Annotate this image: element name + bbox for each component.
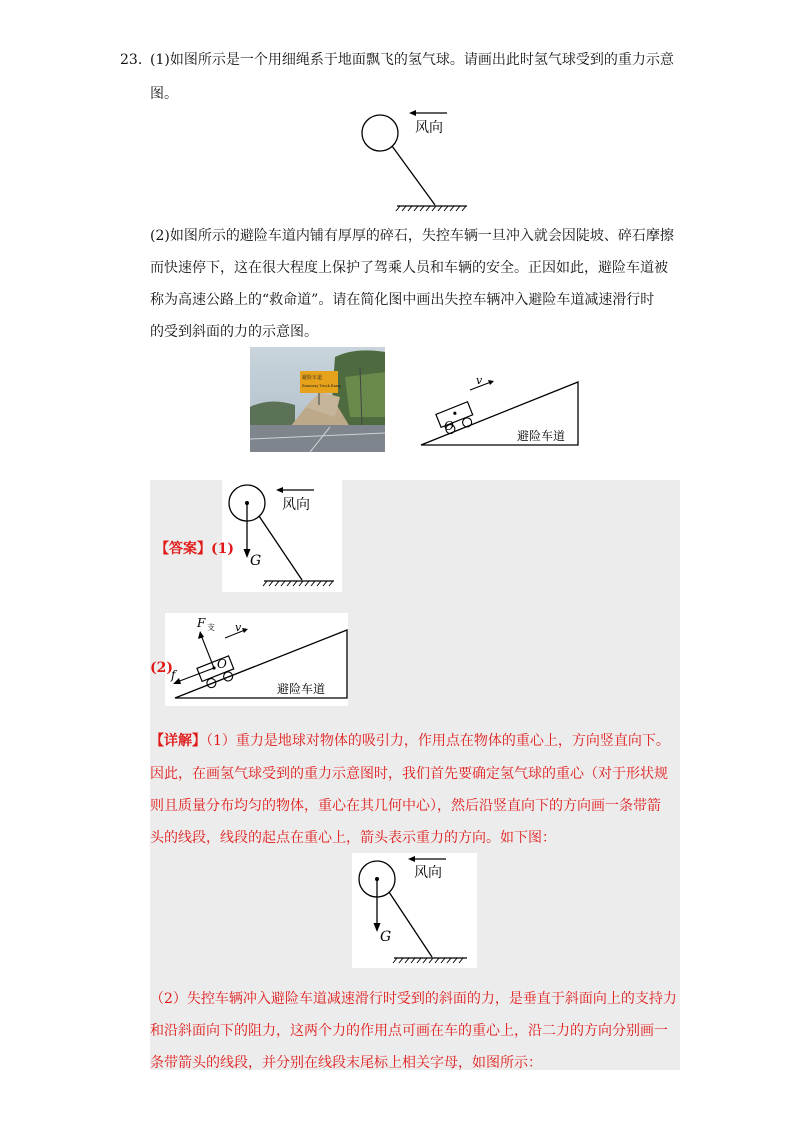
balloon-figure (355, 105, 475, 215)
detail-p2-line2: 和沿斜面向下的阻力，这两个力的作用点可画在车的重心上，沿二力的方向分别画一 (150, 1023, 668, 1039)
gravity-label: G (250, 553, 262, 569)
ramp-sign-text: 避险车道 (302, 375, 323, 381)
detail-p1-line3: 则且质量分布均匀的物体，重心在其几何中心），然后沿竖直向下的方向画一条带箭 (150, 798, 661, 814)
question-part1-line2: 图。 (150, 86, 178, 102)
question-part2-line1: (2)如图所示的避险车道内铺有厚厚的碎石，失控车辆一旦冲入就会因陡坡、碎石摩擦 (150, 228, 674, 244)
ramp-label: 避险车道 (517, 429, 566, 443)
detail-p1-line4: 头的线段，线段的起点在重心上，箭头表示重力的方向。如下图： (150, 830, 556, 846)
detail-p2-line3: 条带箭头的线段，并分别在线段末尾标上相关字母，如图所示： (150, 1055, 542, 1071)
answer-wind-label: 风向 (282, 497, 310, 513)
answer-velocity-label: v (235, 621, 242, 634)
detail-p2-line1: （2）失控车辆冲入避险车道减速滑行时受到的斜面的力，是垂直于斜面向上的支持力 (150, 991, 677, 1007)
answer-part2-label: (2) (150, 660, 173, 676)
balloon-string (392, 146, 435, 205)
ramp-photo (250, 347, 385, 452)
support-force-label: F (197, 616, 206, 630)
friction-label: f (171, 668, 176, 682)
wind-label: 风向 (415, 120, 443, 136)
question-part1-line1: (1)如图所示是一个用细绳系于地面飘飞的氢气球。请画出此时氢气球受到的重力示意 (150, 52, 674, 68)
ramp-sign-text-en: Runaway Truck Ramp (302, 384, 342, 388)
velocity-label: v (476, 374, 483, 387)
answer-label: 【答案】(1) (155, 541, 234, 557)
answer-center-label: O (217, 657, 227, 671)
detail-p1-line2: 因此，在画氢气球受到的重力示意图时，我们首先要确定氢气球的重心（对于形状规 (150, 766, 668, 782)
answer-ramp-label: 避险车道 (277, 682, 326, 696)
detail-wind-label: 风向 (414, 865, 442, 881)
detail-gravity-label: G (380, 929, 392, 945)
question-number: 23． (120, 52, 152, 68)
question-part2-line3: 称为高速公路上的“救命道”。请在简化图中画出失控车辆冲入避险车道减速滑行时 (150, 292, 655, 308)
question-part2-line2: 而快速停下，这在很大程度上保护了驾乘人员和车辆的安全。正因如此，避险车道被 (150, 260, 668, 276)
wind-arrow-head (409, 110, 416, 116)
center-label: O (444, 419, 454, 433)
answer-ramp-figure (165, 613, 348, 706)
question-part2-line4: 的受到斜面的力的示意图。 (150, 324, 318, 340)
balloon-circle (362, 115, 398, 151)
ramp-diagram (415, 372, 585, 452)
detail-balloon-figure (352, 853, 477, 968)
answer-balloon-figure (222, 480, 342, 592)
detail-p1-line1: 【详解】（1）重力是地球对物体的吸引力，作用点在物体的重心上，方向竖直向下。 (150, 733, 670, 749)
support-force-sub: 支 (207, 623, 215, 632)
